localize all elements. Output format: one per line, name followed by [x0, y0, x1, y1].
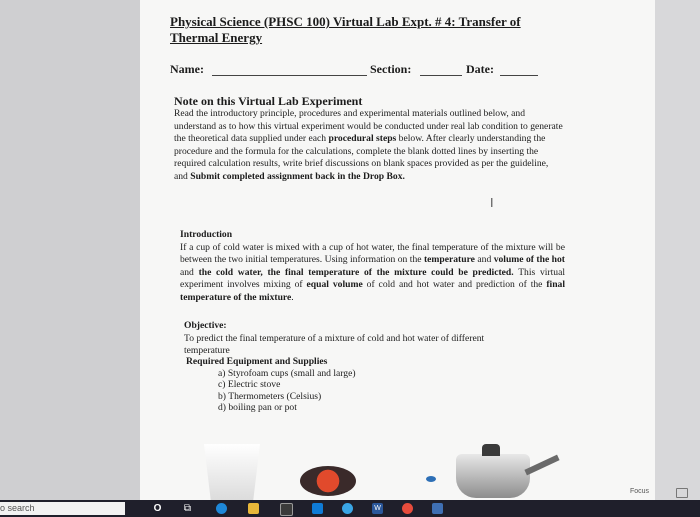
chrome-icon[interactable]: [402, 503, 413, 514]
keyboard-icon[interactable]: [676, 488, 688, 498]
introduction-section: Introduction If a cup of cold water is mixed with a cup of hot water, the final temperature of the mixture will be between the two initial temperatures. Using information on the temperature and volume of the hot and the cold water, the final temperature of the mixture could be predicted. This virtual experiment involves mixing of equal volume of cold and hot water and prediction of the final temperature of the mixture.: [180, 229, 566, 303]
list-item: a) Styrofoam cups (small and large): [218, 367, 356, 379]
word-icon[interactable]: W: [372, 503, 383, 514]
equipment-section: [186, 356, 356, 414]
taskbar: [0, 500, 700, 517]
styrofoam-cup-image: [204, 444, 260, 500]
equipment-list: [186, 368, 356, 414]
boiling-pan-image: [456, 454, 530, 498]
document-page: [140, 0, 655, 500]
file-explorer-icon[interactable]: [248, 503, 259, 514]
objective-text: To predict the final temperature of a mixture of cold and hot water of different temperature: [184, 332, 485, 357]
section-field-line[interactable]: [420, 75, 462, 76]
note-paragraph: Read the introductory principle, procedures and experimental materials outlined below, and understand as to how this virtual experiment would be conducted under real lab condition to generate the theoretical data supplied under each procedural steps below. After clearly understanding the procedure and the formula for the calculations, complete the blank dotted lines by inserting the required calculation results, write brief discussions on blank spaces provided as per the guideline, and Submit completed assignment back in the Drop Box.: [174, 108, 563, 182]
name-label: Name:: [170, 62, 204, 76]
teams-icon[interactable]: [432, 503, 443, 514]
objective-heading: Objective:: [184, 320, 227, 331]
list-item: c) Electric stove: [218, 379, 281, 391]
edge-browser-icon[interactable]: [216, 503, 227, 514]
cortana-icon[interactable]: O: [153, 503, 162, 514]
pan-lid-knob: [482, 444, 500, 456]
objective-section: [184, 320, 524, 358]
date-label: Date:: [466, 62, 494, 76]
task-view-icon[interactable]: ⧉: [183, 503, 192, 514]
focus-badge[interactable]: Focus: [630, 488, 650, 495]
mail-icon[interactable]: [312, 503, 323, 514]
electric-stove-image: [300, 466, 356, 496]
note-heading: Note on this Virtual Lab Experiment: [174, 94, 363, 108]
search-input[interactable]: o search: [0, 502, 125, 515]
name-field-line[interactable]: [212, 75, 367, 76]
section-label: Section:: [370, 62, 412, 76]
list-item: d) boiling pan or pot: [218, 402, 297, 414]
date-field-line[interactable]: [500, 75, 538, 76]
store-icon[interactable]: [280, 503, 293, 516]
equipment-images: [200, 430, 640, 500]
equipment-heading: Required Equipment and Supplies: [186, 356, 328, 367]
text-cursor-icon: I: [490, 196, 494, 210]
header-fields: [170, 62, 640, 78]
right-margin: [655, 0, 700, 500]
list-item: b) Thermometers (Celsius): [218, 390, 322, 402]
document-title: Physical Science (PHSC 100) Virtual Lab Expt. # 4: Transfer of Thermal Energy: [170, 14, 521, 45]
introduction-heading: Introduction: [180, 229, 233, 240]
thermometer-image: [426, 476, 436, 482]
app-icon[interactable]: [342, 503, 353, 514]
